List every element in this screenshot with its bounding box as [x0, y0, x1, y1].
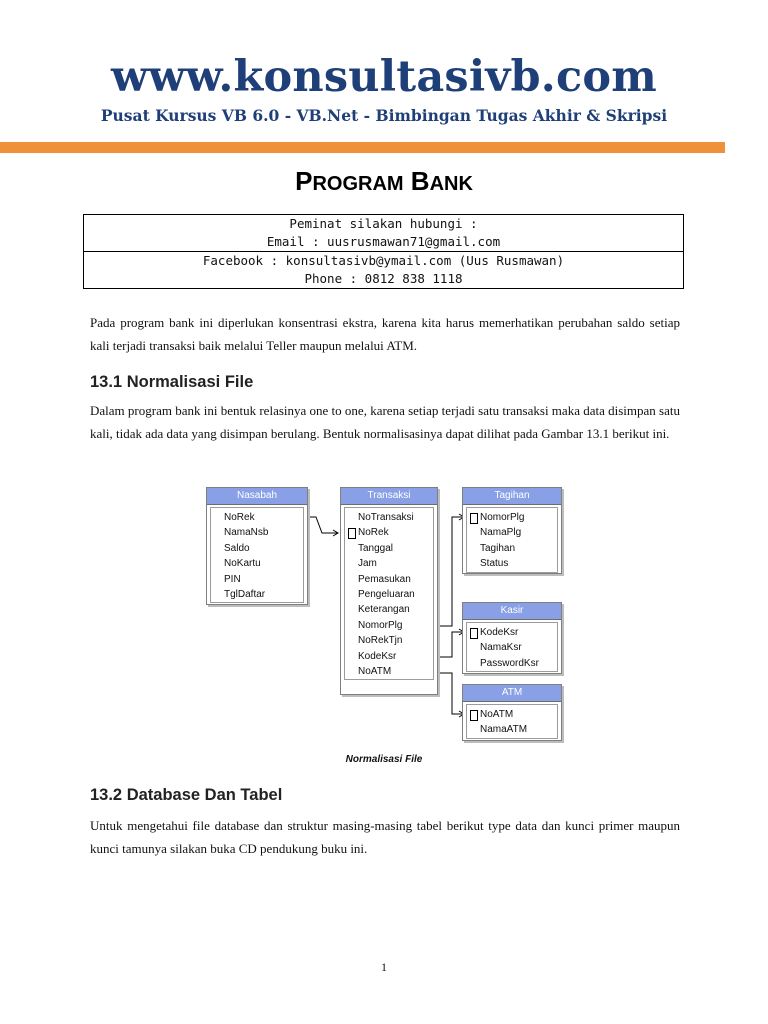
table-transaksi-fields — [344, 507, 434, 680]
site-title: www.konsultasivb.com — [111, 52, 657, 102]
field-noatm-key: NoATM — [467, 707, 557, 722]
field-keterangan: Keterangan — [358, 604, 410, 616]
field-norektjn: NoRekTjn — [358, 635, 403, 647]
field-pemasukan: Pemasukan — [358, 573, 411, 585]
field-kodeksr: KodeKsr — [358, 650, 397, 662]
section-heading-normalisasi: 13.1 Normalisasi File — [90, 373, 254, 391]
contact-phone: Phone : 0812 838 1118 — [304, 271, 463, 286]
table-tagihan — [462, 487, 562, 574]
field-passwordksr: PasswordKsr — [480, 657, 539, 669]
field-kodeksr-key: KodeKsr — [467, 625, 557, 640]
contact-line-intro: Peminat silakan hubungi : — [289, 216, 478, 231]
field-namansb: NamaNsb — [224, 527, 269, 539]
field-namaplg: NamaPlg — [480, 527, 522, 539]
table-kasir — [462, 602, 562, 674]
field-tagihan: Tagihan — [480, 542, 516, 554]
field-tanggal: Tanggal — [358, 542, 394, 554]
table-atm — [462, 684, 562, 741]
contact-facebook: Facebook : konsultasivb@ymail.com (Uus Rusmawan) — [202, 253, 565, 268]
field-noatm: NoATM — [358, 665, 392, 677]
field-saldo: Saldo — [224, 542, 250, 554]
title-rest-program: ROGRAM — [312, 173, 404, 195]
table-transaksi-title: Transaksi — [341, 488, 437, 505]
orange-divider — [0, 142, 725, 153]
table-kasir-fields — [466, 622, 558, 672]
field-norek-key: NoRek — [345, 525, 433, 540]
field-namaatm: NamaATM — [480, 724, 528, 736]
field-pengeluaran: Pengeluaran — [358, 588, 415, 600]
table-atm-fields — [466, 704, 558, 739]
intro-paragraph: Pada program bank ini diperlukan konsentrasi ekstra, karena kita harus memerhatikan perubahan saldo setiap kali terjadi transaksi baik melalui Teller maupun melalui ATM. — [90, 315, 680, 353]
table-nasabah-title: Nasabah — [207, 488, 307, 505]
field-norek: NoRek — [224, 512, 255, 523]
table-kasir-title: Kasir — [463, 603, 561, 620]
contact-box — [83, 214, 684, 289]
title-initial-p: P — [295, 166, 313, 196]
contact-email: Email : uusrusmawan71@gmail.com — [266, 234, 501, 249]
field-status: Status — [480, 558, 509, 570]
title-initial-b: B — [410, 166, 430, 196]
field-namaksr: NamaKsr — [480, 642, 522, 654]
site-subtitle: Pusat Kursus VB 6.0 - VB.Net - Bimbingan Tugas Akhir & Skripsi — [100, 106, 668, 125]
table-tagihan-title: Tagihan — [463, 488, 561, 505]
database-paragraph: Untuk mengetahui file database dan struktur masing-masing tabel berikut type data dan kunci primer maupun kunci tamunya silakan buka CD pendukung buku ini. — [90, 818, 680, 856]
table-nasabah-fields — [210, 507, 304, 603]
table-atm-title: ATM — [463, 685, 561, 702]
normalisasi-paragraph: Dalam program bank ini bentuk relasinya one to one, karena setiap terjadi satu transaksi maka data disimpan satu kali, tidak ada data yang disimpan berulang. Bentuk normalisasinya dapat dilihat pada Gambar 13.1 berikut ini. — [90, 403, 680, 441]
field-notransaksi: NoTransaksi — [358, 512, 414, 523]
field-jam: Jam — [358, 558, 377, 570]
table-transaksi — [340, 487, 438, 695]
title-rest-bank: ANK — [429, 173, 473, 195]
field-nokartu: NoKartu — [224, 558, 261, 570]
figure-caption: Normalisasi File — [345, 754, 423, 765]
document-title — [0, 166, 768, 197]
field-nomorplg: NomorPlg — [358, 619, 403, 631]
normalization-diagram — [200, 484, 572, 746]
field-pin: PIN — [224, 573, 241, 585]
table-tagihan-fields — [466, 507, 558, 573]
page-number: 1 — [381, 960, 387, 974]
field-tgldaftar: TglDaftar — [224, 588, 266, 600]
section-heading-database: 13.2 Database Dan Tabel — [90, 786, 283, 804]
table-nasabah — [206, 487, 308, 605]
field-nomorplg-key: NomorPlg — [467, 510, 557, 525]
